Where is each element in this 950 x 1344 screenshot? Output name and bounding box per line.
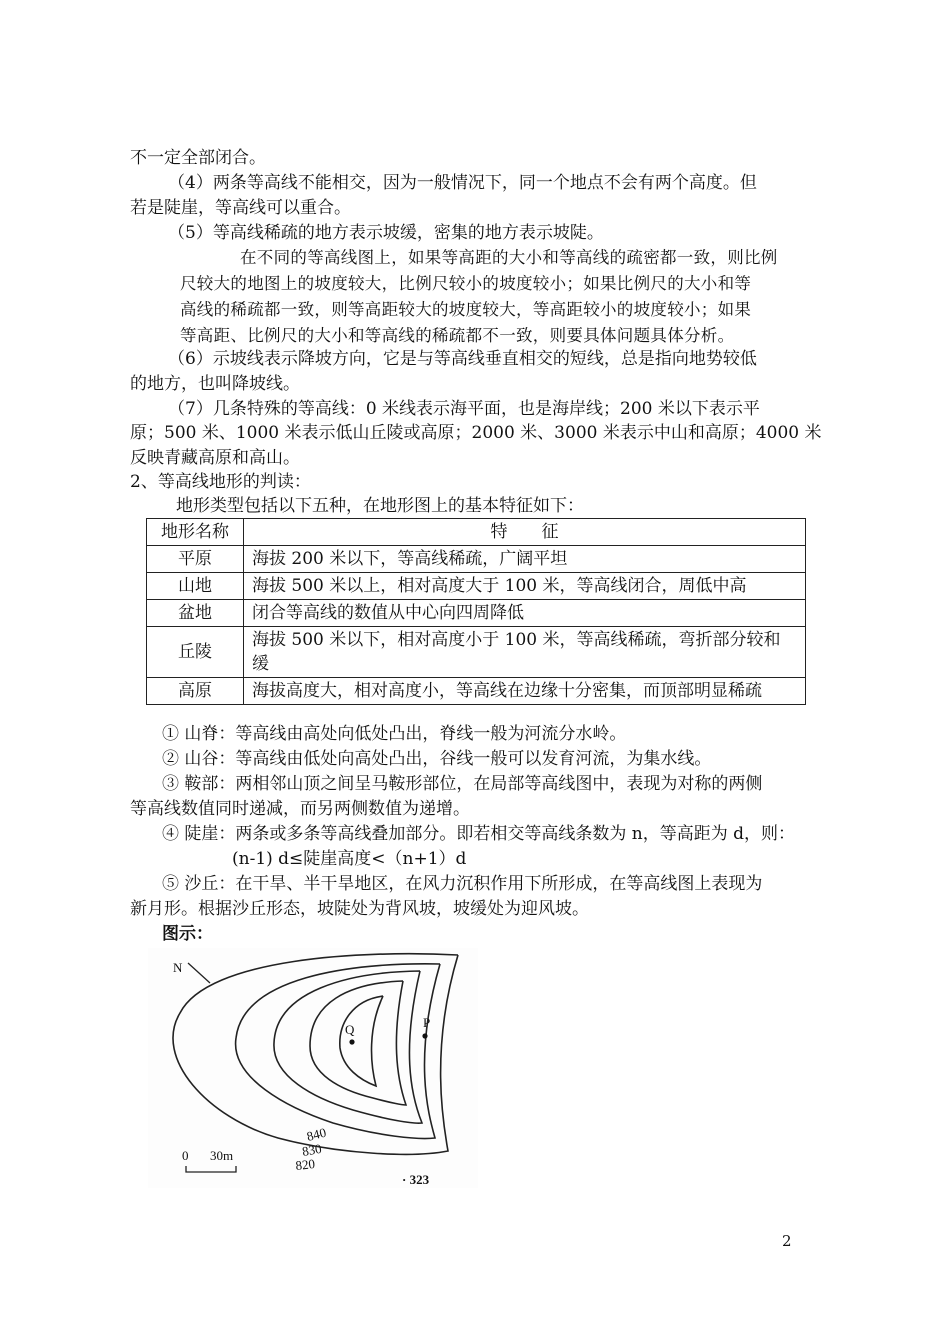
quote-line: 高线的稀疏都一致，则等高距较大的坡度较大，等高距较小的坡度较小；如果 <box>180 300 752 319</box>
quote-line: 在不同的等高线图上，如果等高距的大小和等高线的疏密都一致，则比例 <box>240 248 778 267</box>
quote-line: 等高距、比例尺的大小和等高线的稀疏都不一致，则要具体问题具体分析。 <box>180 326 735 345</box>
point-q-dot <box>349 1039 354 1044</box>
text-line: 地形类型包括以下五种，在地形图上的基本特征如下： <box>176 496 584 516</box>
table-cell-name: 盆地 <box>147 600 244 627</box>
table-header-cell: 地形名称 <box>147 519 244 546</box>
text-line: 原；500 米、1000 米表示低山丘陵或高原；2000 米、3000 米表示中山和高原；4000 米 <box>130 423 822 443</box>
table-cell-name: 高原 <box>147 678 244 705</box>
contour-label: 820 <box>294 1156 316 1173</box>
figure-label: 图示： <box>162 924 213 944</box>
terrain-table <box>146 518 806 705</box>
formula-line: (n-1) d≤陡崖高度<（n+1）d <box>232 849 467 869</box>
table-cell-name: 平原 <box>147 546 244 573</box>
table-row <box>147 600 806 627</box>
text-line: （4）两条等高线不能相交，因为一般情况下，同一个地点不会有两个高度。但 <box>168 173 757 193</box>
table-cell-feature: 海拔高度大，相对高度小，等高线在边缘十分密集，而顶部明显稀疏 <box>244 678 806 705</box>
table-header-cell: 特 征 <box>244 519 806 546</box>
table-row <box>147 627 806 678</box>
table-header-row <box>147 519 806 546</box>
text-line: ④ 陡崖：两条或多条等高线叠加部分。即若相交等高线条数为 n，等高距为 d，则： <box>162 824 796 844</box>
text-line: （5）等高线稀疏的地方表示坡缓，密集的地方表示坡陡。 <box>168 223 604 243</box>
quote-line: 尺较大的地图上的坡度较大，比例尺较小的坡度较小；如果比例尺的大小和等 <box>180 274 752 293</box>
text-line: 反映青藏高原和高山。 <box>130 448 300 468</box>
table-row <box>147 678 806 705</box>
text-line: ① 山脊：等高线由高处向低处凸出，脊线一般为河流分水岭。 <box>162 724 627 744</box>
section-heading: 2、等高线地形的判读： <box>130 472 311 492</box>
text-line: ⑤ 沙丘：在干旱、半干旱地区，在风力沉积作用下所形成，在等高线图上表现为 <box>162 874 763 894</box>
text-line: 的地方，也叫降坡线。 <box>130 374 300 394</box>
text-line: ② 山谷：等高线由低处向高处凸出，谷线一般可以发育河流，为集水线。 <box>162 749 712 769</box>
page-number: 2 <box>782 1232 792 1250</box>
table-cell-feature: 海拔 500 米以下，相对高度小于 100 米，等高线稀疏，弯折部分较和缓 <box>244 627 806 678</box>
table-row <box>147 546 806 573</box>
point-p-label: P <box>423 1015 431 1030</box>
scale-zero-label: 0 <box>182 1148 189 1163</box>
contour-label: 830 <box>300 1140 323 1159</box>
point-q-label: Q <box>345 1022 355 1037</box>
text-line: 若是陡崖，等高线可以重合。 <box>130 198 351 218</box>
scale-length-label: 30m <box>210 1148 234 1163</box>
book-page-number: · 323 <box>402 1172 430 1187</box>
table-row <box>147 573 806 600</box>
text-line: 不一定全部闭合。 <box>130 148 266 168</box>
contour-label: 840 <box>305 1124 328 1144</box>
text-line: 等高线数值同时递减，而另两侧数值为递增。 <box>130 799 470 819</box>
text-line: ③ 鞍部：两相邻山顶之间呈马鞍形部位，在局部等高线图中，表现为对称的两侧 <box>162 774 763 794</box>
table-cell-feature: 海拔 500 米以上，相对高度大于 100 米，等高线闭合，周低中高 <box>244 573 806 600</box>
table-cell-name: 丘陵 <box>147 627 244 678</box>
text-line: （6）示坡线表示降坡方向，它是与等高线垂直相交的短线，总是指向地势较低 <box>168 349 757 369</box>
text-line: （7）几条特殊的等高线：0 米线表示海平面，也是海岸线；200 米以下表示平 <box>168 399 760 419</box>
table-cell-feature: 海拔 200 米以下，等高线稀疏，广阔平坦 <box>244 546 806 573</box>
table-cell-name: 山地 <box>147 573 244 600</box>
point-p-dot <box>422 1033 427 1038</box>
north-label: N <box>173 960 183 975</box>
table-cell-feature: 闭合等高线的数值从中心向四周降低 <box>244 600 806 627</box>
sand-dune-contour-figure <box>148 948 478 1188</box>
text-line: 新月形。根据沙丘形态，坡陡处为背风坡，坡缓处为迎风坡。 <box>130 899 589 919</box>
